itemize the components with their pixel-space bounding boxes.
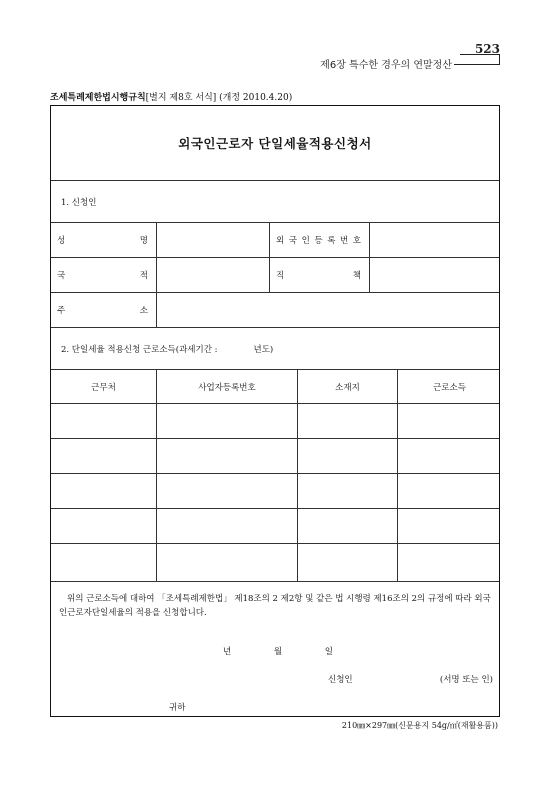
table-cell[interactable] [297, 544, 397, 581]
form-detail: [별지 제8호 서식] (개정 2010.4.20) [145, 93, 293, 103]
table-row [51, 439, 499, 474]
nationality-field[interactable] [156, 258, 269, 292]
header-rule [460, 54, 500, 55]
position-label: 직 책 [269, 258, 369, 292]
name-label: 성 명 [57, 236, 148, 246]
address-field[interactable] [156, 293, 501, 327]
section2-label: 2. 단일세율 적용신청 근로소득(과세기간 : 년도) [61, 344, 274, 355]
header-rule-right [499, 54, 500, 64]
col-earned-income: 근로소득 [397, 370, 501, 403]
form-title: 외국인근로자 단일세율적용신청서 [178, 136, 372, 151]
table-row [51, 544, 499, 582]
reg-number-field[interactable] [369, 223, 501, 257]
table-cell[interactable] [51, 544, 156, 581]
income-table-header [51, 370, 499, 404]
table-cell[interactable] [156, 544, 297, 581]
signature-label: (서명 또는 인) [439, 675, 493, 685]
table-cell[interactable] [397, 439, 501, 473]
table-cell[interactable] [297, 474, 397, 508]
addressee-label: 귀하 [169, 703, 186, 713]
form-law-name: 조세특례제한법시행규칙 [50, 93, 146, 103]
day-label: 일 [324, 647, 333, 657]
applicant-row-address [51, 293, 499, 328]
reg-number-label: 외 국 인 등 록 번 호 [269, 223, 369, 257]
col-workplace: 근무처 [91, 382, 116, 393]
header-rule-low [454, 64, 500, 65]
month-label: 월 [273, 647, 283, 657]
table-cell[interactable] [51, 509, 156, 543]
table-cell[interactable] [51, 439, 156, 473]
table-cell[interactable] [397, 404, 501, 438]
position-field[interactable] [369, 258, 501, 292]
chapter-title: 제6장 특수한 경우의 연말정산 [320, 60, 452, 71]
declaration-block [51, 582, 499, 718]
table-cell[interactable] [297, 509, 397, 543]
table-cell[interactable] [51, 474, 156, 508]
table-cell[interactable] [397, 544, 501, 581]
paper-spec: 210㎜×297㎜(신문용지 54g/㎡(재활용품)) [341, 721, 498, 730]
declaration-text: 위의 근로소득에 대하여 「조세특례제한법」 제18조의 2 제2항 및 같은 법 시행령 제16조의 2의 규정에 따라 외국인근로자단일세율의 적용을 신청합니다. [59, 594, 491, 618]
application-form [50, 105, 500, 717]
table-row [51, 509, 499, 544]
section2-header [51, 328, 499, 370]
applicant-row-name [51, 223, 499, 258]
form-reference [50, 90, 292, 103]
form-title-row [51, 106, 499, 181]
applicant-label: 신청인 [328, 675, 353, 685]
table-cell[interactable] [156, 439, 297, 473]
section1-header [51, 181, 499, 223]
table-cell[interactable] [156, 404, 297, 438]
name-field[interactable] [156, 223, 269, 257]
section1-label: 1. 신청인 [61, 197, 97, 208]
table-cell[interactable] [297, 439, 397, 473]
page-number: 523 [474, 42, 500, 56]
address-label: 주 소 [57, 306, 148, 316]
table-cell[interactable] [397, 509, 501, 543]
applicant-row-nationality [51, 258, 499, 293]
table-cell[interactable] [397, 474, 501, 508]
table-row [51, 404, 499, 439]
table-cell[interactable] [156, 474, 297, 508]
table-cell[interactable] [156, 509, 297, 543]
table-cell[interactable] [297, 404, 397, 438]
col-business-reg-no: 사업자등록번호 [156, 370, 297, 403]
date-line [223, 645, 333, 657]
table-cell[interactable] [51, 404, 156, 438]
nationality-label: 국 적 [57, 271, 148, 281]
table-row [51, 474, 499, 509]
col-location: 소재지 [297, 370, 397, 403]
year-label: 년 [223, 647, 232, 657]
